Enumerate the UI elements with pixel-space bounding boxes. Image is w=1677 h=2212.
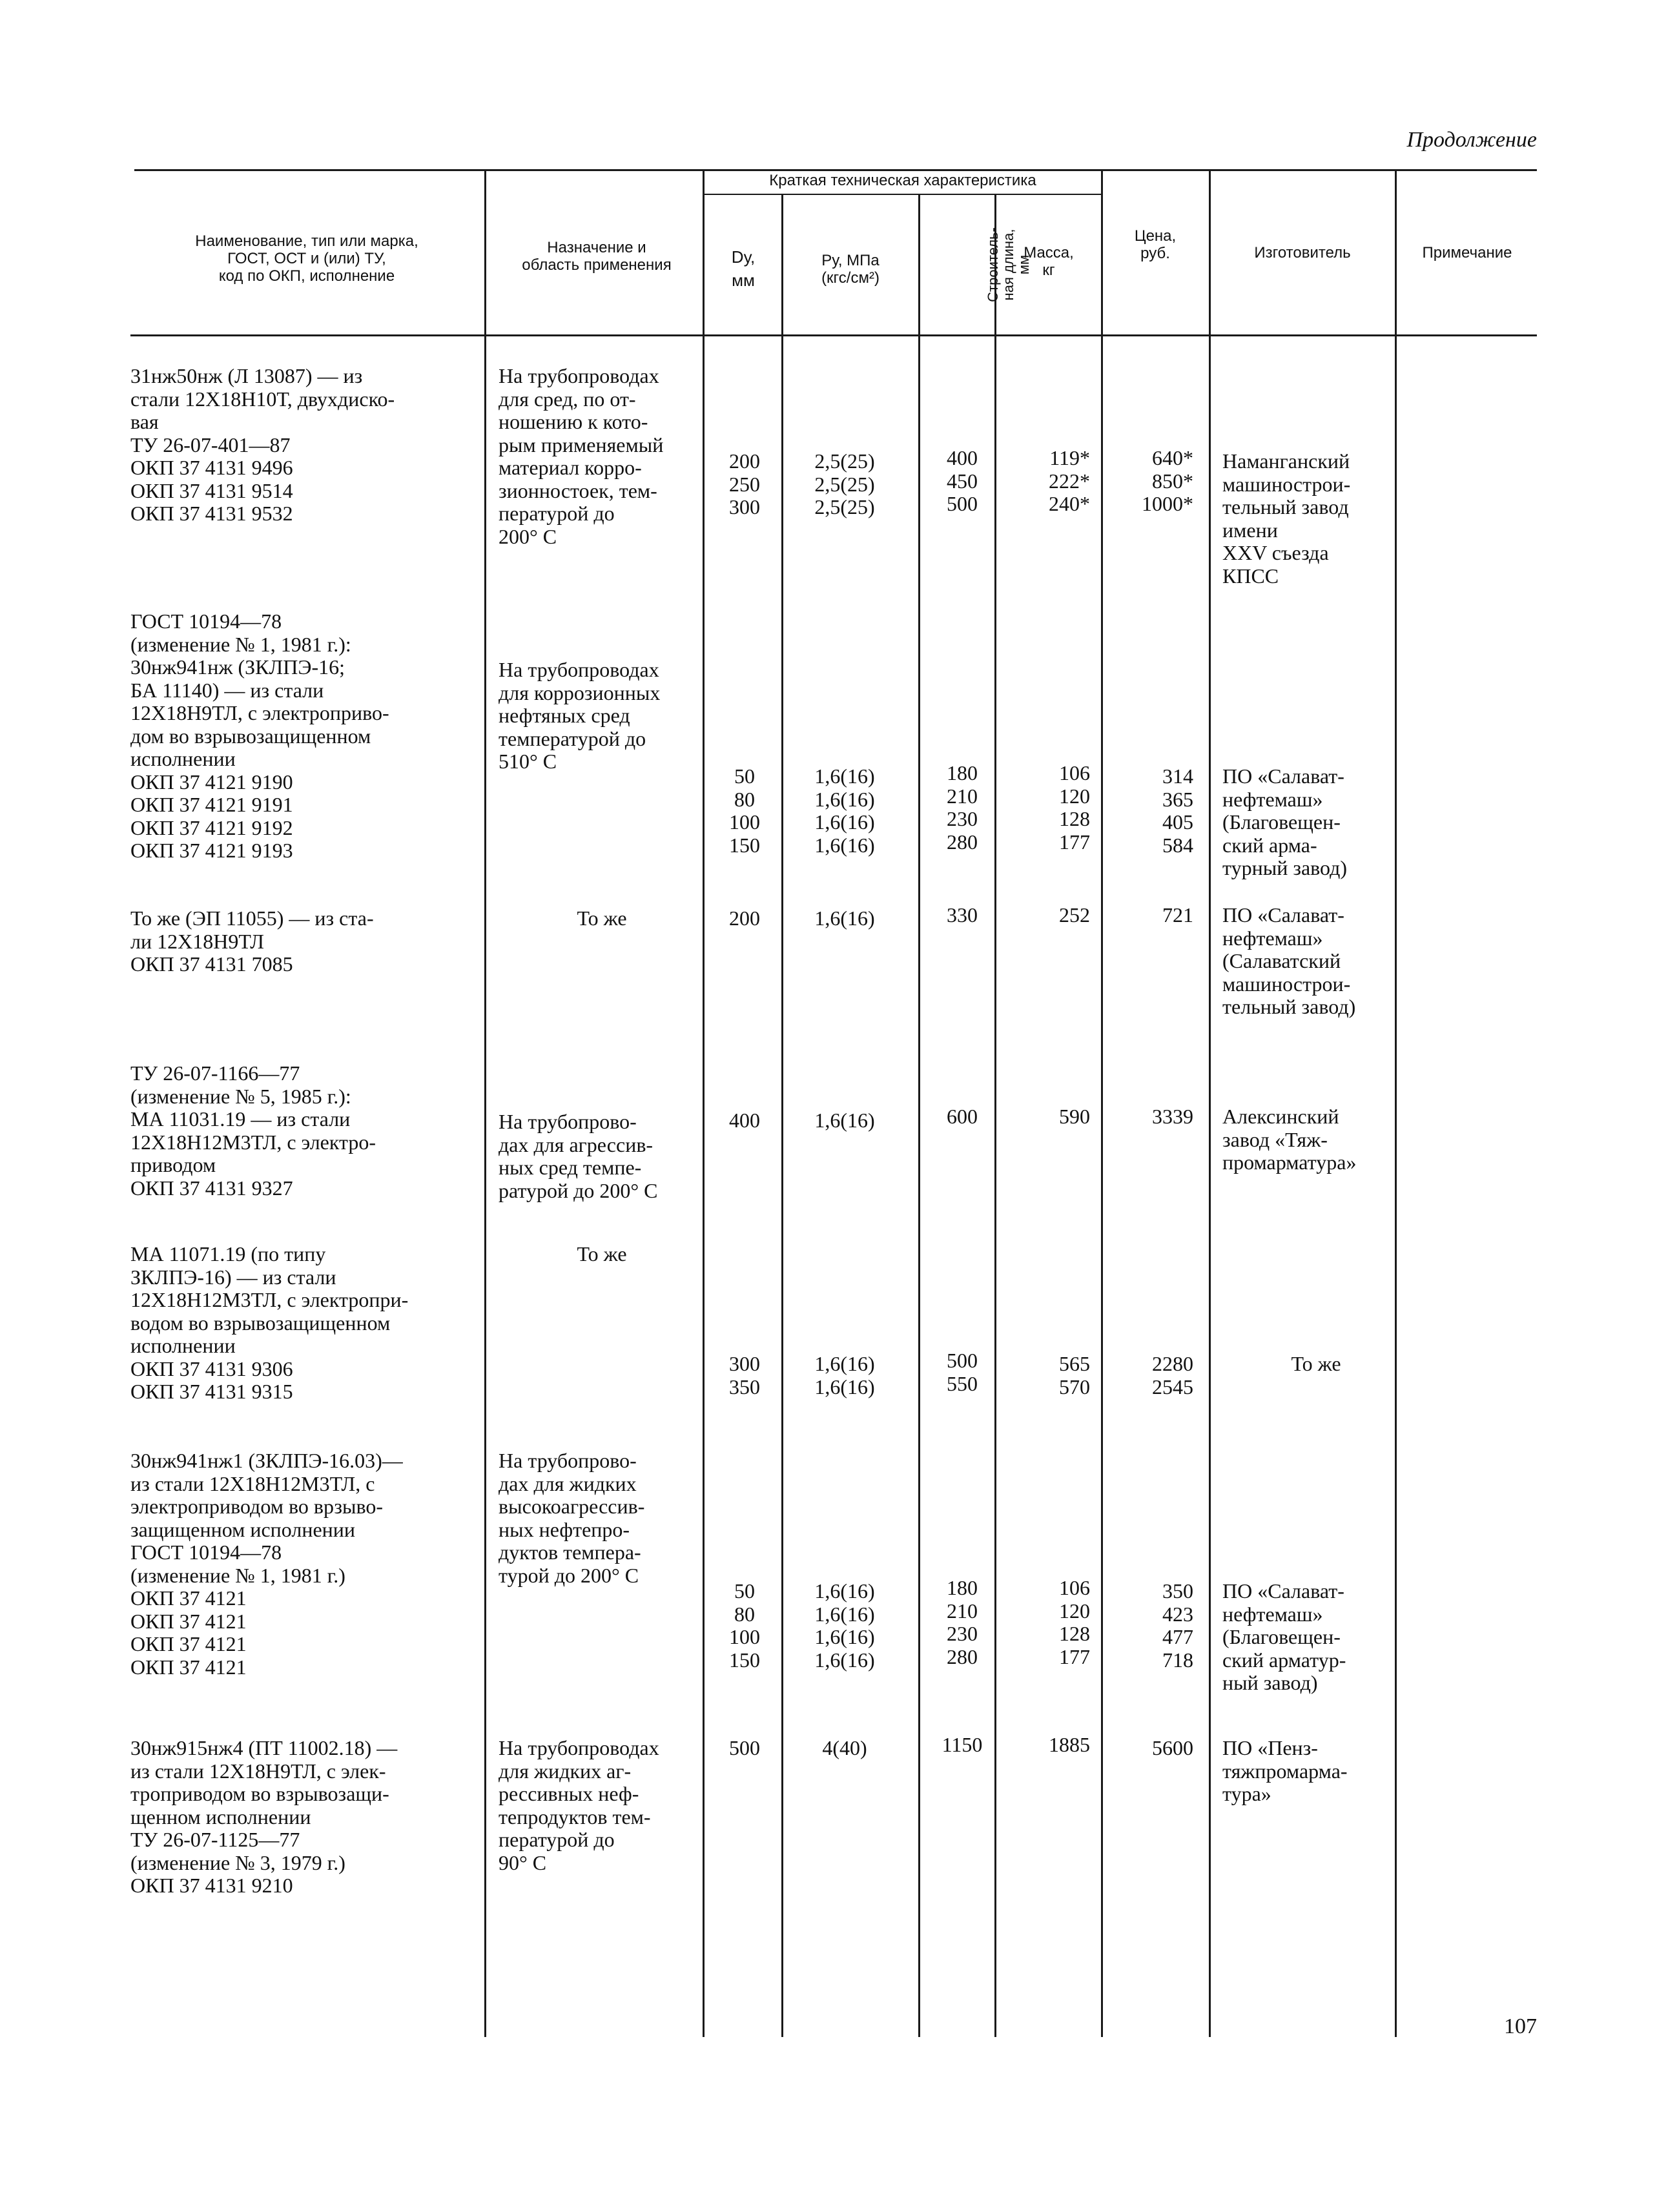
row-6-dy: 50 80 100 150 xyxy=(729,1579,760,1672)
row-7-length: 1150 xyxy=(941,1733,983,1756)
row-1-maker: Наманганский машинострои- тельный завод имени XXV съезда КПСС xyxy=(1222,449,1351,588)
row-2-dy: 50 80 100 150 xyxy=(729,764,760,857)
row-7-purpose: На трубопроводах для жидких аг- рессивных неф- тепродуктов тем- пературой до 90° С xyxy=(499,1736,659,1874)
row-7-py: 4(40) xyxy=(822,1736,867,1759)
row-6-maker: ПО «Салават- нефтемаш» (Благовещен- ский арматур- ный завод) xyxy=(1222,1579,1346,1694)
row-6-price: 350 423 477 718 xyxy=(1162,1579,1193,1672)
row-1-mass: 119* 222* 240* xyxy=(1049,446,1090,515)
row-5-price: 2280 2545 xyxy=(1152,1352,1193,1398)
row-1-length: 400 450 500 xyxy=(947,446,978,515)
row-7-name: 30нж915нж4 (ПТ 11002.18) — из стали 12Х18Н9ТЛ, с элек- троприводом во взрывозащи- щенном исполнении ТУ 26-07-1125—77 (изменение № 3, 1979 г.) ОКП 37 4131 9210 xyxy=(130,1736,398,1897)
row-5-name: МА 11071.19 (по типу ЗКЛПЭ-16) — из стали 12Х18Н12М3ТЛ, с электропри- водом во взрывозащищенном исполнении ОКП 37 4131 9306 ОКП 37 4131 9315 xyxy=(130,1242,409,1403)
row-2-name: ГОСТ 10194—78 (изменение № 1, 1981 г.): 30нж941нж (ЗКЛПЭ-16; БА 11140) — из стали 12Х18Н9ТЛ, с электроприво- дом во взрывозащищенном исполнении ОКП 37 4121 9190 ОКП 37 4121 9191 ОКП 37 4121 9192 ОКП 37 4121 9193 xyxy=(130,609,389,862)
row-5-length: 500 550 xyxy=(947,1349,978,1395)
header-maker: Изготовитель xyxy=(1254,244,1351,261)
row-5-mass: 565 570 xyxy=(1059,1352,1090,1398)
row-2-purpose: На трубопроводах для коррозионных нефтяных сред температурой до 510° С xyxy=(499,658,661,773)
row-1-price: 640* 850* 1000* xyxy=(1142,446,1193,515)
row-7-maker: ПО «Пенз- тяжпромарма- тура» xyxy=(1222,1736,1348,1805)
row-3-dy: 200 xyxy=(729,906,760,930)
row-6-purpose: На трубопрово- дах для жидких высокоагрессив- ных нефтепро- дуктов темпера- турой до 200° С xyxy=(499,1449,645,1587)
row-2-maker: ПО «Салават- нефтемаш» (Благовещен- ский арма- турный завод) xyxy=(1222,764,1348,879)
row-1-purpose: На трубопроводах для сред, по от- ношению к кото- рым применяемый материал корро- зионностоек, тем- пературой до 200° С xyxy=(499,364,664,548)
row-2-py: 1,6(16) 1,6(16) 1,6(16) 1,6(16) xyxy=(814,764,875,857)
page-number: 107 xyxy=(1504,2014,1537,2038)
col-separator-price xyxy=(1209,169,1211,2037)
row-3-price: 721 xyxy=(1162,903,1193,927)
header-length: Строитель- ная длина, мм xyxy=(985,227,1032,302)
row-2-mass: 106 120 128 177 xyxy=(1059,761,1090,854)
row-4-py: 1,6(16) xyxy=(814,1109,875,1132)
row-7-mass: 1885 xyxy=(1049,1733,1090,1756)
row-5-py: 1,6(16) 1,6(16) xyxy=(814,1352,875,1398)
row-4-purpose: На трубопрово- дах для агрессив- ных сред темпе- ратурой до 200° С xyxy=(499,1110,658,1202)
row-4-name: ТУ 26-07-1166—77 (изменение № 5, 1985 г.): МА 11031.19 — из стали 12Х18Н12М3ТЛ, с электро- приводом ОКП 37 4131 9327 xyxy=(130,1061,376,1200)
row-4-price: 3339 xyxy=(1152,1105,1193,1128)
row-4-maker: Алексинский завод «Тяж- промарматура» xyxy=(1222,1105,1357,1174)
row-4-mass: 590 xyxy=(1059,1105,1090,1128)
row-1-dy: 200 250 300 xyxy=(729,449,760,518)
row-7-price: 5600 xyxy=(1152,1736,1193,1759)
continued-label: Продолжение xyxy=(1406,128,1537,152)
row-1-py: 2,5(25) 2,5(25) 2,5(25) xyxy=(814,449,875,518)
row-6-length: 180 210 230 280 xyxy=(947,1576,978,1668)
header-name: Наименование, тип или марка, ГОСТ, ОСТ и (или) ТУ, код по ОКП, исполнение xyxy=(195,232,418,285)
header-purpose: Назначение и область применения xyxy=(522,239,672,274)
row-3-mass: 252 xyxy=(1059,903,1090,927)
col-separator-dy xyxy=(781,194,783,2037)
row-5-dy: 300 350 xyxy=(729,1352,760,1398)
row-3-py: 1,6(16) xyxy=(814,906,875,930)
header-bottom-rule xyxy=(130,334,1537,336)
row-6-py: 1,6(16) 1,6(16) 1,6(16) 1,6(16) xyxy=(814,1579,875,1672)
row-3-maker: ПО «Салават- нефтемаш» (Салаватский машинострои- тельный завод) xyxy=(1222,903,1356,1018)
row-3-purpose: То же xyxy=(577,906,627,930)
row-2-length: 180 210 230 280 xyxy=(947,761,978,854)
row-5-maker: То же xyxy=(1291,1352,1341,1375)
row-7-dy: 500 xyxy=(729,1736,760,1759)
header-note: Примечание xyxy=(1422,244,1512,261)
header-dy: Dу, мм xyxy=(731,247,756,290)
row-4-length: 600 xyxy=(947,1105,978,1128)
header-price: Цена, руб. xyxy=(1134,227,1177,262)
header-mass: Масса, кг xyxy=(1024,244,1074,279)
header-py: Pу, МПа (кгс/см²) xyxy=(821,252,880,287)
row-6-name: 30нж941нж1 (ЗКЛПЭ-16.03)— из стали 12Х18Н12М3ТЛ, с электроприводом во врзыво- защищенном исполнении ГОСТ 10194—78 (изменение № 1, 1981 г.) ОКП 37 4121 ОКП 37 4121 ОКП 37 4121 ОКП 37 4121 xyxy=(130,1449,403,1679)
row-3-length: 330 xyxy=(947,903,978,927)
header-brief-characteristics: Краткая техническая характеристика xyxy=(769,172,1036,189)
row-1-name: 31нж50нж (Л 13087) — из стали 12Х18Н10Т, двухдиско- вая ТУ 26-07-401—87 ОКП 37 4131 9496 ОКП 37 4131 9514 ОКП 37 4131 9532 xyxy=(130,364,395,525)
row-6-mass: 106 120 128 177 xyxy=(1059,1576,1090,1668)
row-3-name: То же (ЭП 11055) — из ста- ли 12Х18Н9ТЛ ОКП 37 4131 7085 xyxy=(130,906,374,976)
row-5-purpose: То же xyxy=(577,1242,627,1265)
row-2-price: 314 365 405 584 xyxy=(1162,764,1193,857)
row-4-dy: 400 xyxy=(729,1109,760,1132)
